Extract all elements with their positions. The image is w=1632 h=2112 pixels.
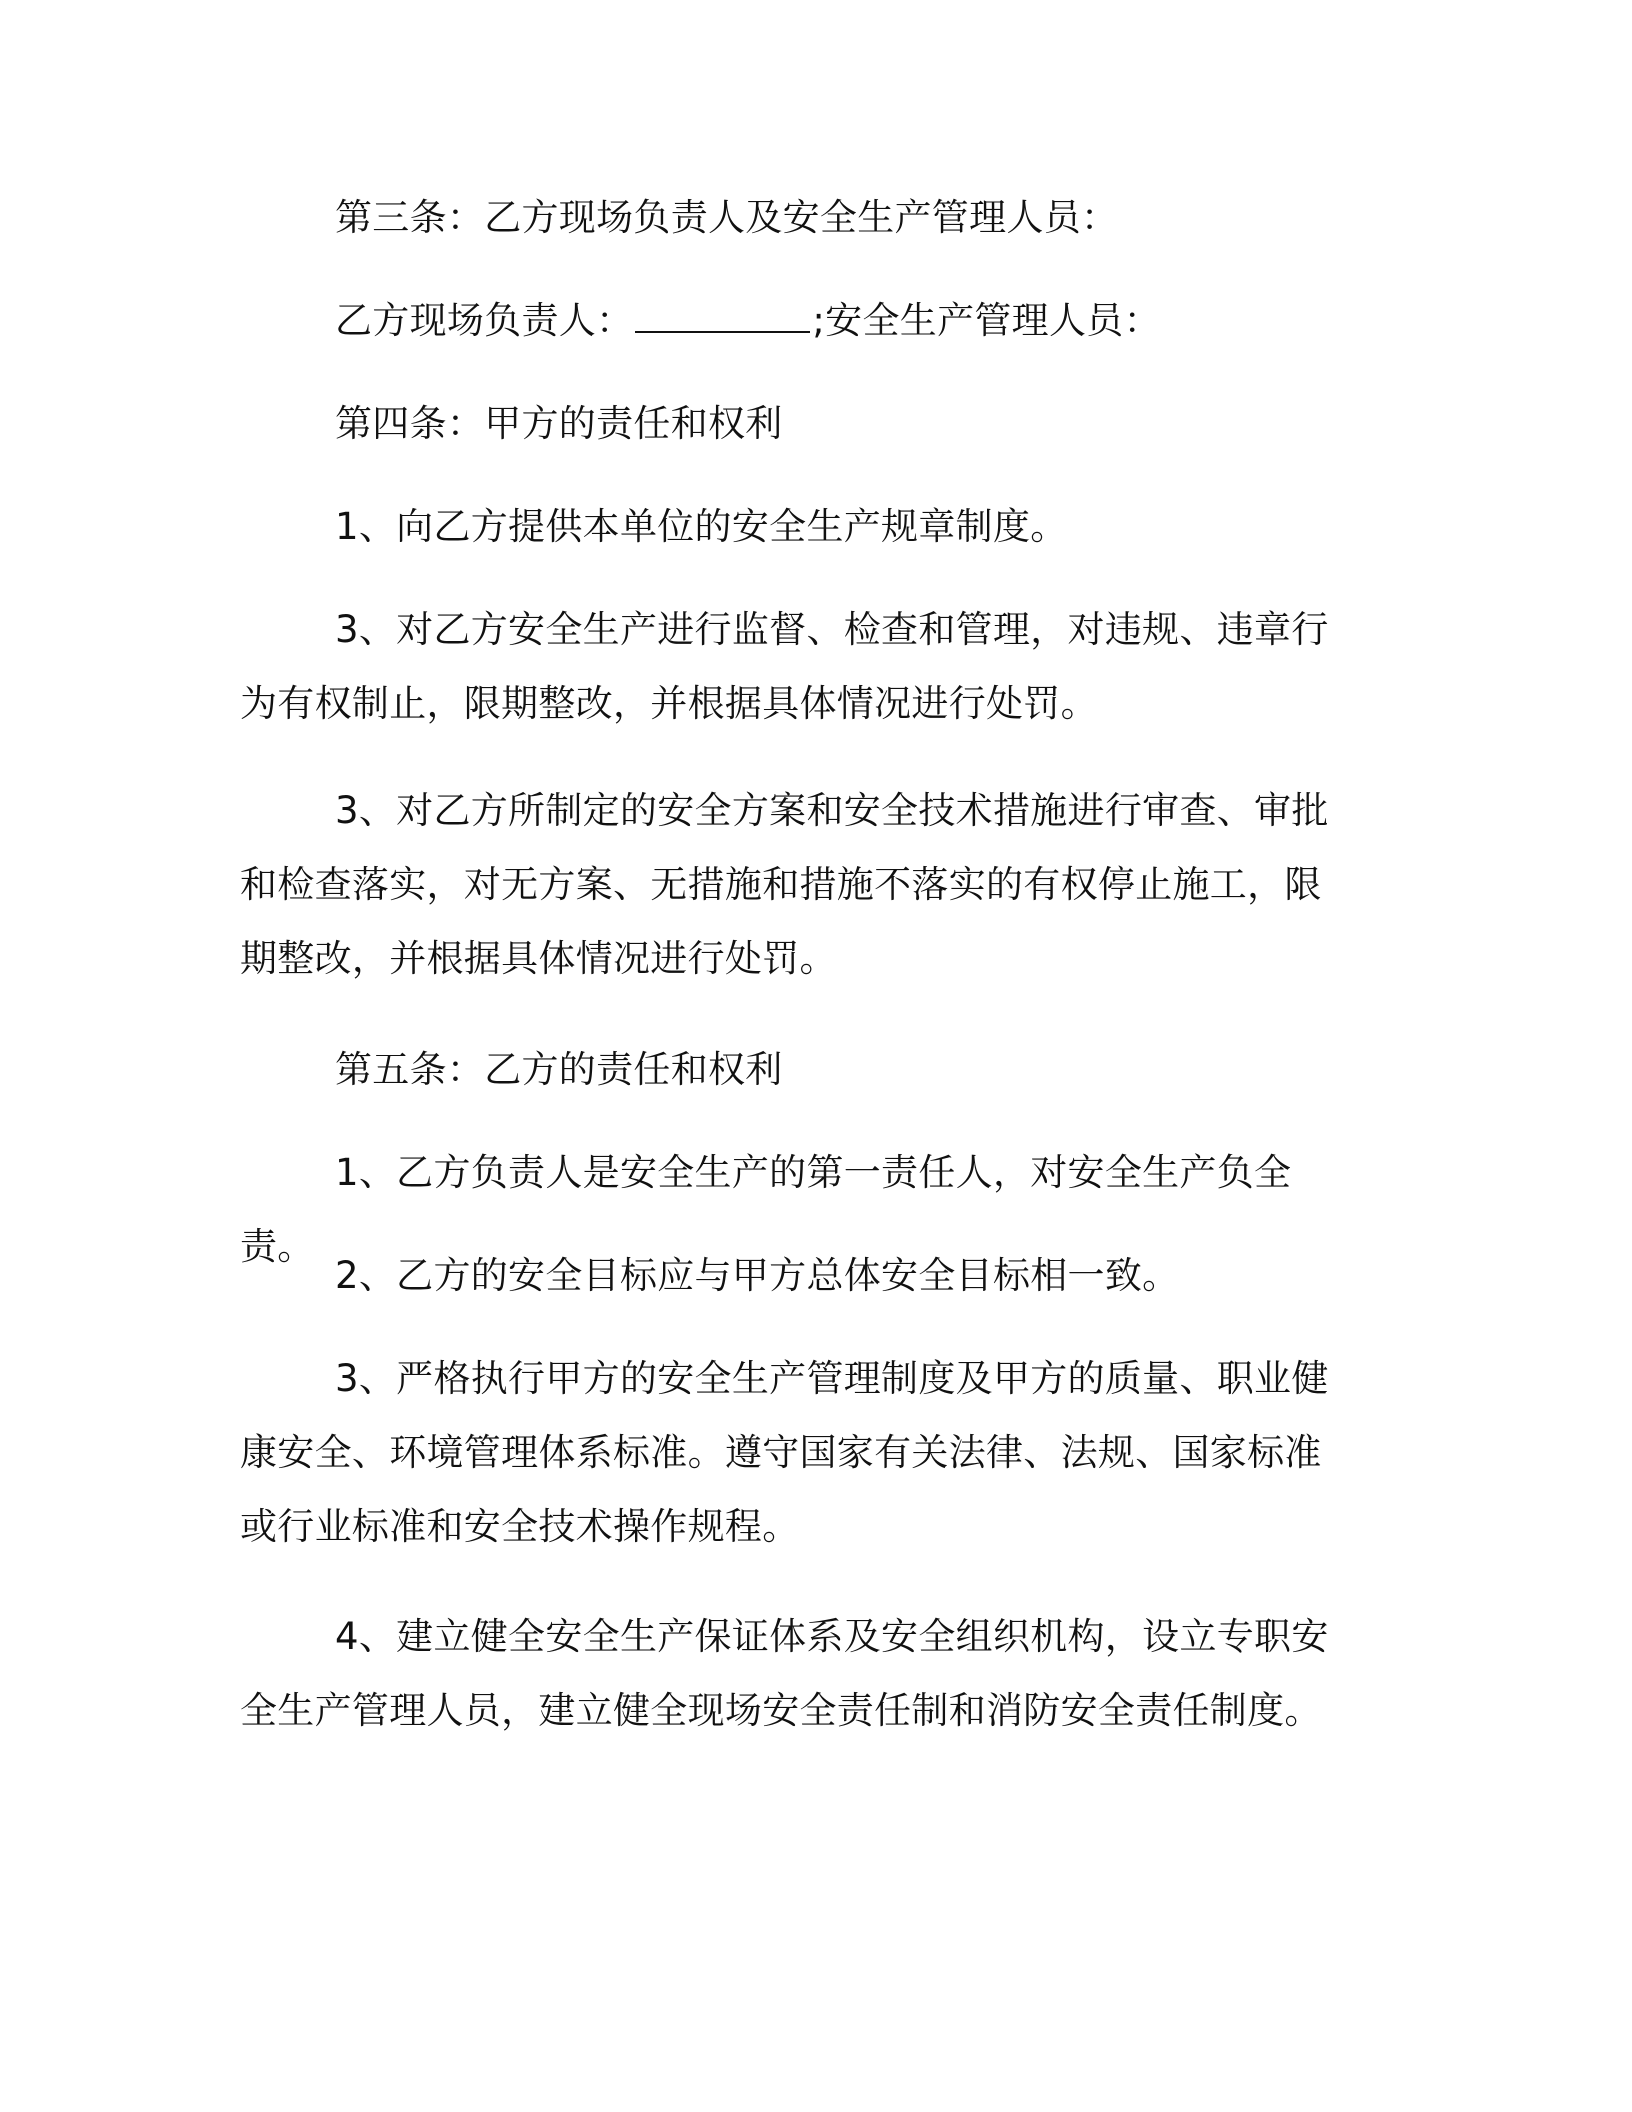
article-5-heading: 第五条：乙方的责任和权利 <box>335 1048 783 1091</box>
article-4-heading: 第四条：甲方的责任和权利 <box>335 402 783 445</box>
article-4-item-1: 1、向乙方提供本单位的安全生产规章制度。 <box>335 505 1068 548</box>
site-manager-blank[interactable] <box>635 301 810 333</box>
article-5-item-3: 3、严格执行甲方的安全生产管理制度及甲方的质量、职业健康安全、环境管理体系标准。遵守国家有关法律、法规、国家标准或行业标准和安全技术操作规程。 <box>240 1357 1329 1548</box>
article-3-heading: 第三条：乙方现场负责人及安全生产管理人员： <box>335 196 1119 239</box>
article-4-item-3a: 3、对乙方安全生产进行监督、检查和管理，对违规、违章行为有权制止，限期整改，并根据具体情况进行处罚。 <box>240 608 1329 725</box>
article-4-item-3b: 3、对乙方所制定的安全方案和安全技术措施进行审查、审批和检查落实，对无方案、无措施和措施不落实的有权停止施工，限期整改，并根据具体情况进行处罚。 <box>240 789 1329 980</box>
article-5-item-1: 1、乙方负责人是安全生产的第一责任人，对安全生产负全责。 <box>240 1151 1292 1268</box>
safety-manager-label: ;安全生产管理人员： <box>812 299 1161 342</box>
article-5-item-4: 4、建立健全安全生产保证体系及安全组织机构，设立专职安全生产管理人员，建立健全现场安全责任制和消防安全责任制度。 <box>240 1615 1329 1732</box>
site-manager-label: 乙方现场负责人： <box>335 299 634 342</box>
article-3-fill-line <box>240 284 1356 358</box>
article-5-item-2: 2、乙方的安全目标应与甲方总体安全目标相一致。 <box>335 1254 1180 1297</box>
